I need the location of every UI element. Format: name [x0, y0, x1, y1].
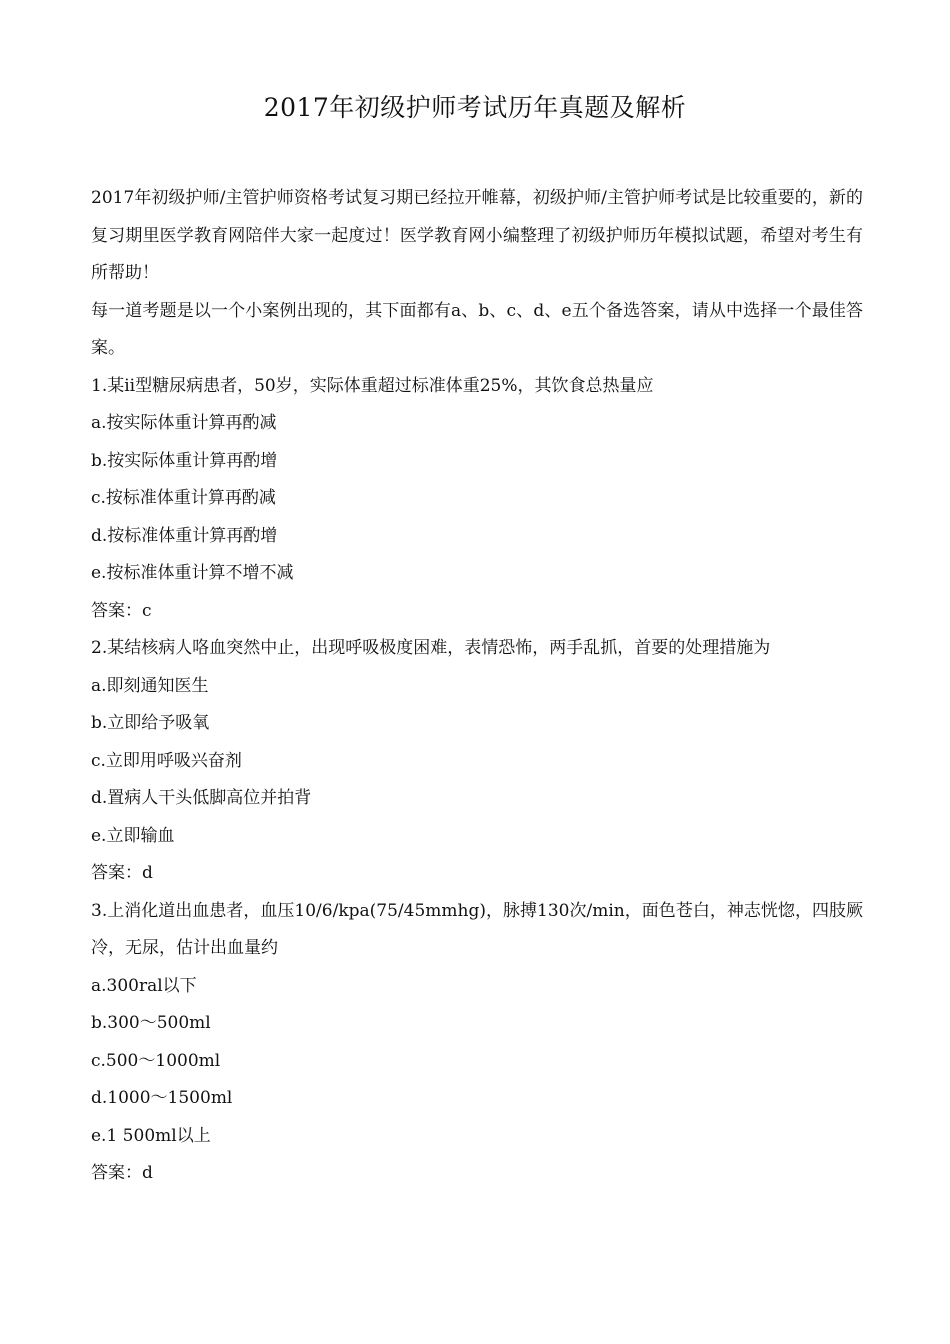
document-title: 2017年初级护师考试历年真题及解析	[263, 93, 687, 122]
document-body	[91, 180, 863, 1193]
option-b: b.300～500ml	[91, 1013, 211, 1033]
option-a: a.300ral以下	[91, 975, 197, 996]
option-d: d.按标准体重计算再酌增	[91, 525, 278, 546]
answer-line: 答案：d	[91, 863, 153, 883]
question-stem: 1.某ii型糖尿病患者，50岁，实际体重超过标准体重25%，其饮食总热量应	[91, 375, 654, 396]
option-c: c.按标准体重计算再酌减	[91, 488, 276, 508]
option-b: b.立即给予吸氧	[91, 713, 210, 733]
option-e: e.1 500ml以上	[91, 1125, 211, 1146]
answer-line: 答案：c	[91, 600, 152, 621]
option-a: a.按实际体重计算再酌减	[91, 413, 277, 433]
answer-line: 答案：d	[91, 1163, 153, 1183]
option-e: e.立即输血	[91, 825, 175, 846]
instruction-paragraph: 每一道考题是以一个小案例出现的，其下面都有a、b、c、d、e五个备选答案，请从中选择一个最佳答案。	[91, 300, 863, 358]
option-c: c.500～1000ml	[91, 1050, 221, 1071]
option-c: c.立即用呼吸兴奋剂	[91, 750, 242, 771]
option-d: d.1000～1500ml	[91, 1088, 233, 1108]
option-b: b.按实际体重计算再酌增	[91, 450, 278, 471]
option-e: e.按标准体重计算不增不减	[91, 563, 294, 583]
option-d: d.置病人干头低脚高位并拍背	[91, 788, 312, 808]
question-2	[91, 630, 863, 893]
question-stem: 2.某结核病人咯血突然中止，出现呼吸极度困难，表情恐怖，两手乱抓，首要的处理措施为	[91, 638, 771, 658]
question-1	[91, 368, 863, 631]
intro-paragraph: 2017年初级护师/主管护师资格考试复习期已经拉开帷幕，初级护师/主管护师考试是比较重要的，新的复习期里医学教育网陪伴大家一起度过！医学教育网小编整理了初级护师历年模拟试题，希望对考生有所帮助！	[91, 188, 863, 283]
question-3	[91, 893, 863, 1193]
question-stem: 3.上消化道出血患者，血压10/6/kpa(75/45mmhg)，脉搏130次/min，面色苍白，神志恍惚，四肢厥冷，无尿，估计出血量约	[91, 900, 863, 958]
option-a: a.即刻通知医生	[91, 675, 209, 696]
